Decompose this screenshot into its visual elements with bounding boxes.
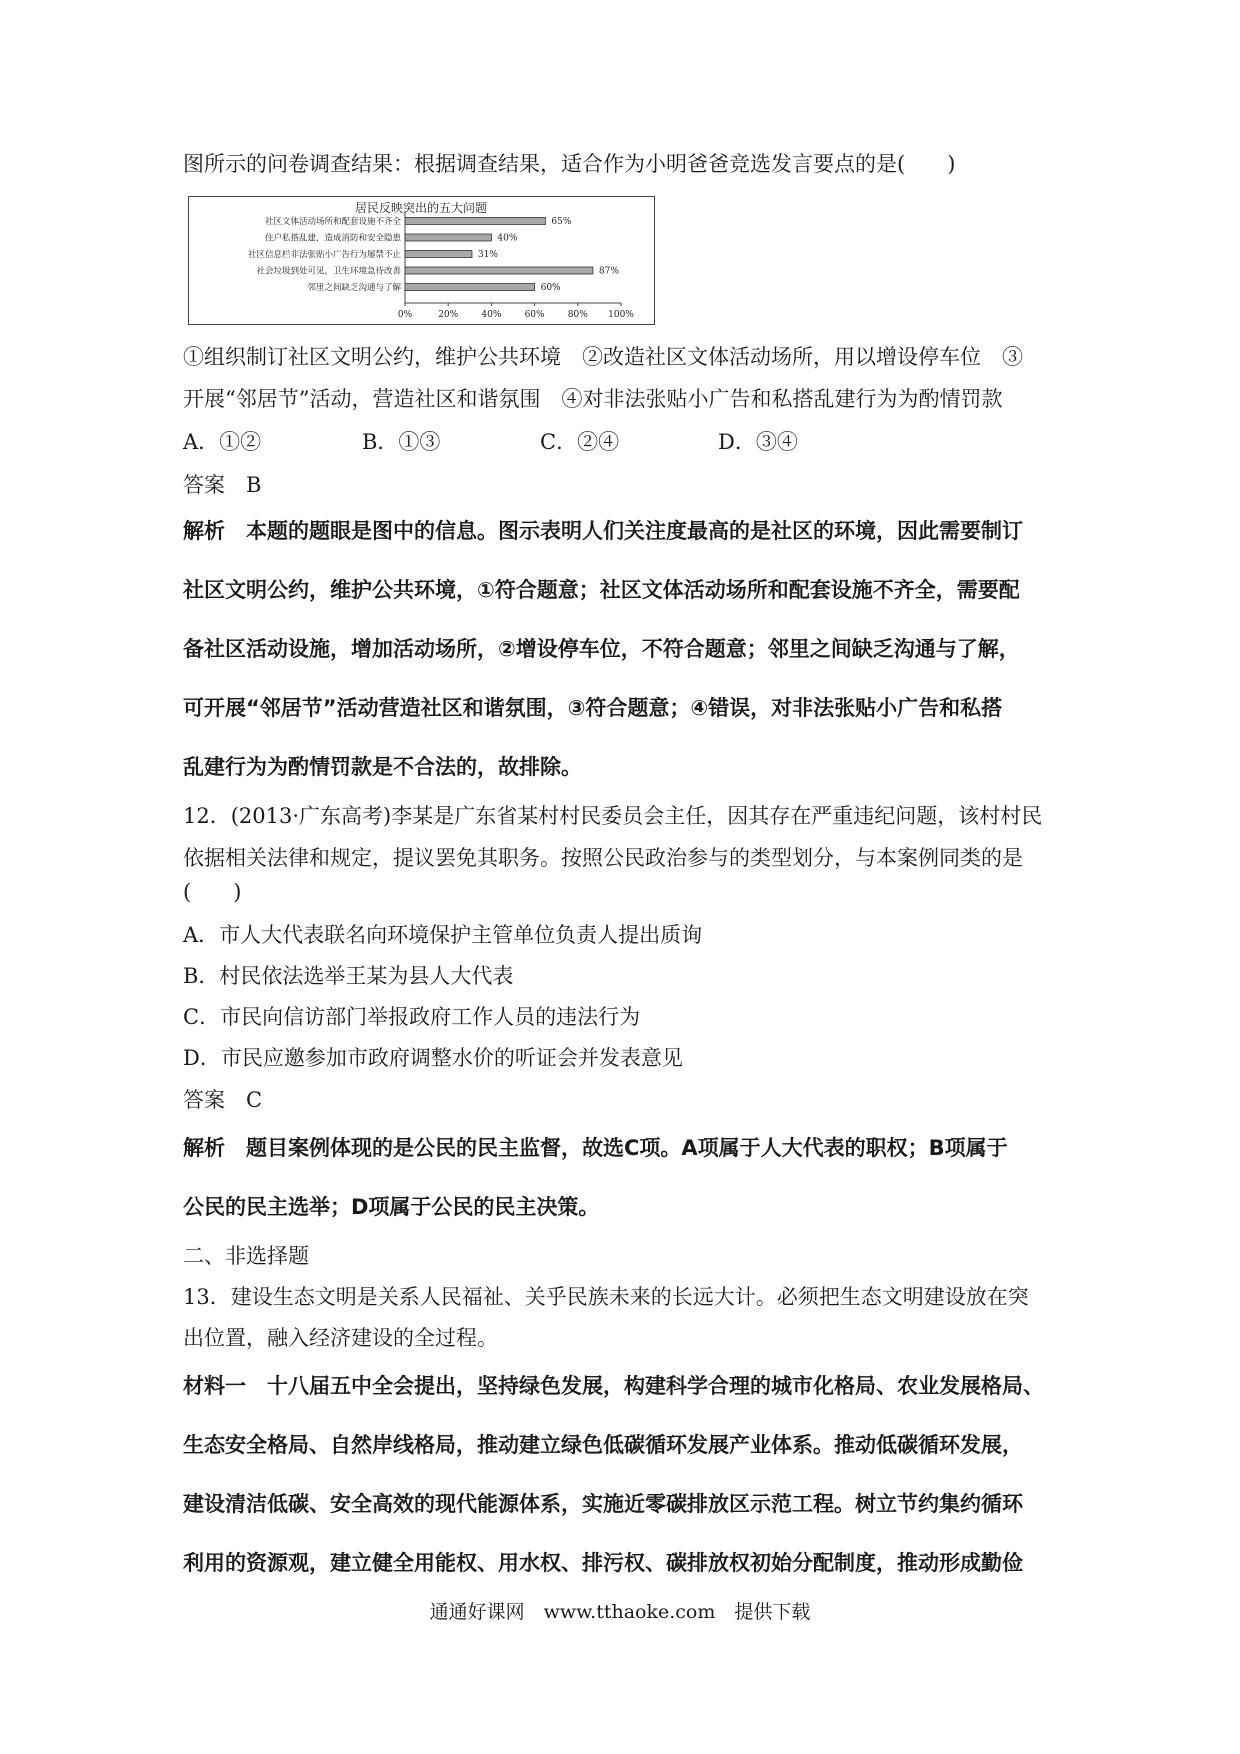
q12-option-c: C．市民向信访部门举报政府工作人员的违法行为 [183, 1005, 641, 1029]
chart-canvas [189, 197, 653, 323]
q11-analysis-line-3: 备社区活动设施，增加活动场所，②增设停车位，不符合题意；邻里之间缺乏沟通与了解， [183, 637, 1020, 661]
q13-stem-line-2: 出位置，融入经济建设的全过程。 [183, 1326, 498, 1350]
q11-analysis-line-4: 可开展“邻居节”活动营造社区和谐氛围，③符合题意；④错误，对非法张贴小广告和私搭 [183, 696, 1003, 720]
q11-answer: 答案 B [183, 473, 262, 497]
q11-statement-line-2: 开展“邻居节”活动，营造社区和谐氛围 ④对非法张贴小广告和私搭乱建行为为酌情罚款 [183, 387, 1003, 411]
data-label: 60% [540, 283, 561, 293]
q11-analysis-line-1: 解析 本题的题眼是图中的信息。图示表明人们关注度最高的是社区的环境，因此需要制订 [183, 519, 1023, 543]
q12-analysis-line-2: 公民的民主选举；D项属于公民的民主决策。 [183, 1195, 600, 1219]
q12-stem-line-2: 依据相关法律和规定，提议罢免其职务。按照公民政治参与的类型划分，与本案例同类的是 [183, 846, 1023, 870]
q12-option-b: B．村民依法选举王某为县人大代表 [183, 964, 514, 988]
category-label: 社会垃圾到处可见，卫生环境急待改善 [256, 266, 401, 277]
q13-material-line-3: 建设清洁低碳、安全高效的现代能源体系，实施近零碳排放区示范工程。树立节约集约循环 [183, 1492, 1023, 1516]
bar-2 [405, 234, 491, 241]
data-label: 65% [551, 217, 572, 227]
data-label: 87% [598, 266, 619, 277]
x-tick-label: 20% [438, 310, 459, 320]
q12-analysis-line-1: 解析 题目案例体现的是公民的民主监督，故选C项。A项属于人大代表的职权；B项属于 [183, 1136, 1008, 1160]
category-label: 社区文体活动场所和配套设施不齐全 [264, 217, 401, 227]
q12-option-a: A．市人大代表联名向环境保护主管单位负责人提出质询 [183, 923, 703, 947]
data-label: 40% [497, 233, 518, 244]
q11-option-b: B．①③ [362, 430, 441, 454]
bar-3 [405, 251, 472, 258]
category-label: 住户私搭乱建，造成消防和安全隐患 [264, 233, 401, 244]
q11-statement-line-1: ①组织制订社区文明公约，维护公共环境 ②改造社区文体活动场所，用以增设停车位 ③ [183, 345, 1023, 369]
section-heading: 二、非选择题 [183, 1244, 309, 1268]
x-tick-label: 0% [397, 310, 413, 320]
category-label: 邻里之间缺乏沟通与了解 [307, 283, 401, 293]
q12-option-d: D．市民应邀参加市政府调整水价的听证会并发表意见 [183, 1046, 683, 1070]
q12-stem-line-1: 12．(2013·广东高考)李某是广东省某村村民委员会主任，因其存在严重违纪问题，该村村民 [183, 804, 1043, 828]
q11-analysis-line-2: 社区文明公约，维护公共环境，①符合题意；社区文体活动场所和配套设施不齐全，需要配 [183, 578, 1020, 602]
bar-1 [405, 218, 545, 225]
bar-5 [405, 284, 535, 291]
q11-analysis-line-5: 乱建行为为酌情罚款是不合法的，故排除。 [183, 755, 582, 779]
q11-option-d: D．③④ [718, 430, 798, 454]
x-tick-label: 60% [524, 310, 545, 320]
q13-material-line-1: 材料一 十八届五中全会提出，坚持绿色发展，构建科学合理的城市化格局、农业发展格局、 [183, 1374, 1044, 1398]
x-tick-label: 80% [567, 310, 588, 320]
q13-material-line-2: 生态安全格局、自然岸线格局，推动建立绿色低碳循环发展产业体系。推动低碳循环发展， [183, 1433, 1023, 1457]
bar-4 [405, 267, 593, 274]
q13-material-line-4: 利用的资源观，建立健全用能权、用水权、排污权、碳排放权初始分配制度，推动形成勤俭 [183, 1551, 1023, 1575]
q11-intro: 图所示的问卷调查结果：根据调查结果，适合作为小明爸爸竞选发言要点的是( ) [183, 152, 956, 176]
category-label: 社区信息栏非法张贴小广告行为屡禁不止 [247, 250, 401, 260]
x-tick-label: 100% [608, 310, 634, 320]
data-label: 31% [477, 250, 498, 260]
survey-bar-chart [188, 196, 655, 325]
q11-option-c: C．②④ [540, 430, 620, 454]
q12-answer: 答案 C [183, 1088, 263, 1112]
chart-title: 居民反映突出的五大问题 [354, 201, 488, 215]
q12-stem-line-3: ( ) [183, 880, 242, 904]
q13-stem-line-1: 13．建设生态文明是关系人民福祉、关乎民族未来的长远大计。必须把生态文明建设放在突 [183, 1285, 1029, 1309]
x-tick-label: 40% [481, 310, 502, 320]
q11-option-a: A．①② [183, 430, 262, 454]
page-footer: 通通好课网 www.tthaoke.com 提供下载 [429, 1601, 811, 1623]
